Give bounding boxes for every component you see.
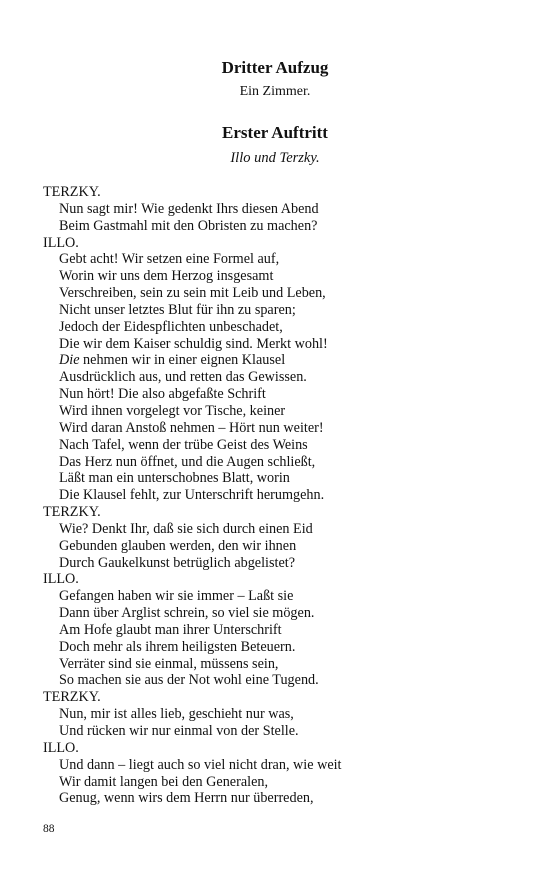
verse-line: Gebt acht! Wir setzen eine Formel auf, xyxy=(59,251,280,268)
verse-line: Die Klausel fehlt, zur Unterschrift herumgehn. xyxy=(59,487,325,504)
verse-line: Nun, mir ist alles lieb, geschieht nur was, xyxy=(59,706,294,723)
verse-line: Am Hofe glaubt man ihrer Unterschrift xyxy=(59,621,282,638)
act-title: Dritter Aufzug xyxy=(221,58,329,77)
verse-line-rest: nehmen wir in einer eignen Klausel xyxy=(83,352,286,369)
verse-line: Verräter sind sie einmal, müssens sein, xyxy=(59,655,279,672)
verse-line xyxy=(43,352,513,369)
speech-block xyxy=(43,740,513,807)
verse-line: Die wir dem Kaiser schuldig sind. Merkt wohl! xyxy=(59,335,328,352)
speaker-name: TERZKY. xyxy=(43,184,101,200)
verse-line: Wir damit langen bei den Generalen, xyxy=(59,773,269,790)
verse-line: So machen sie aus der Not wohl eine Tugend. xyxy=(59,672,319,689)
speech-block xyxy=(43,689,513,740)
verse-line: Verschreiben, sein zu sein mit Leib und Leben, xyxy=(59,285,326,302)
verse-line: Gefangen haben wir sie immer – Laßt sie xyxy=(59,588,294,605)
verse-line: Genug, wenn wirs dem Herrn nur überreden, xyxy=(59,790,314,807)
verse-line: Ausdrücklich aus, und retten das Gewissen. xyxy=(59,369,307,386)
verse-line: Läßt man ein unterschobnes Blatt, worin xyxy=(59,470,290,487)
verse-line: Dann über Arglist schrein, so viel sie mögen. xyxy=(59,605,315,622)
speaker-name: TERZKY. xyxy=(43,689,101,706)
speech-block xyxy=(43,235,513,505)
verse-line: Und dann – liegt auch so viel nicht dran, wie weit xyxy=(59,756,342,773)
verse-line: Gebunden glauben werden, den wir ihnen xyxy=(59,537,297,554)
speech-block xyxy=(43,571,513,689)
speaker-name: ILLO. xyxy=(43,234,79,251)
verse-line: Wie? Denkt Ihr, daß sie sich durch einen Eid xyxy=(59,520,313,537)
verse-line: Wird daran Anstoß nehmen – Hört nun weiter! xyxy=(59,419,324,436)
verse-line: Jedoch der Eidespflichten unbeschadet, xyxy=(59,318,283,335)
verse-line: Nun hört! Die also abgefaßte Schrift xyxy=(59,386,266,403)
verse-line: Beim Gastmahl mit den Obristen zu machen? xyxy=(59,217,318,234)
verse-line: Worin wir uns dem Herzog insgesamt xyxy=(59,268,274,285)
speech-block xyxy=(43,184,513,235)
page-number: 88 xyxy=(43,823,55,835)
verse-line: Nun sagt mir! Wie gedenkt Ihrs diesen Abend xyxy=(59,200,319,217)
speaker-name: ILLO. xyxy=(43,739,79,756)
verse-line: Wird ihnen vorgelegt vor Tische, keiner xyxy=(59,402,286,419)
verse-line: Nach Tafel, wenn der trübe Geist des Weins xyxy=(59,436,308,453)
speaker-name: ILLO. xyxy=(43,571,79,588)
scene-title: Erster Auftritt xyxy=(222,123,328,142)
dialogue xyxy=(43,184,513,807)
verse-line: Durch Gaukelkunst betrüglich abgelistet? xyxy=(59,554,295,571)
speech-block xyxy=(43,504,513,571)
emphasized-word: Die xyxy=(59,352,80,369)
verse-line: Nicht unser letztes Blut für ihn zu sparen; xyxy=(59,301,296,318)
characters-line: Illo und Terzky. xyxy=(230,150,320,166)
setting-description: Ein Zimmer. xyxy=(239,84,311,99)
verse-line: Das Herz nun öffnet, und die Augen schließt, xyxy=(59,453,316,470)
verse-line: Doch mehr als ihrem heiligsten Beteuern. xyxy=(59,638,296,655)
speaker-name: TERZKY. xyxy=(43,504,101,521)
verse-line: Und rücken wir nur einmal von der Stelle. xyxy=(59,723,299,739)
